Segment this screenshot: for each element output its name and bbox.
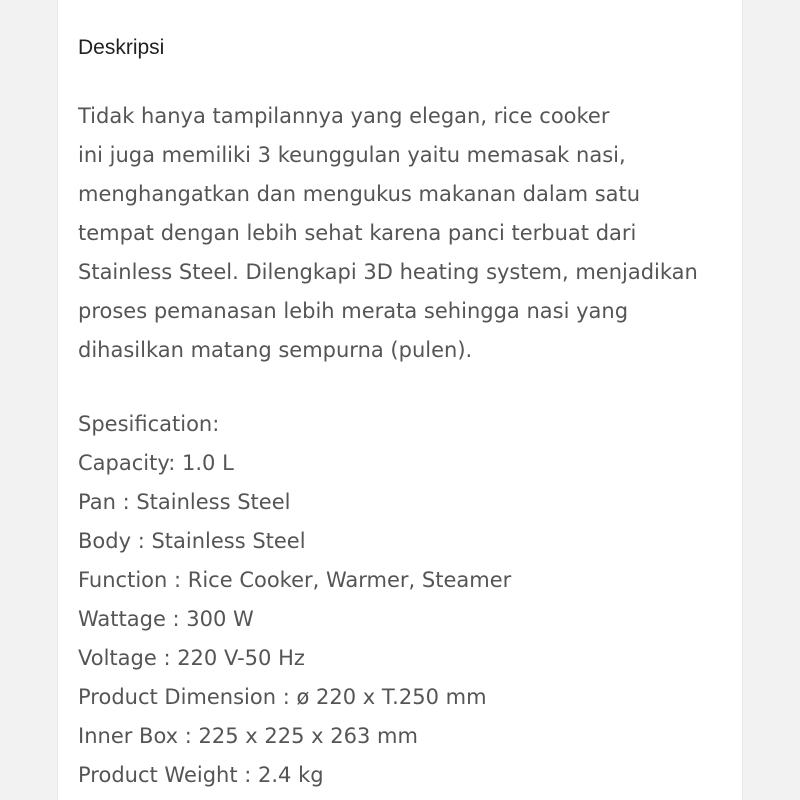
spec-function: Function : Rice Cooker, Warmer, Steamer [78, 568, 512, 592]
spec-voltage: Voltage : 220 V-50 Hz [78, 646, 305, 670]
spec-body: Body : Stainless Steel [78, 529, 306, 553]
spec-product-weight: Product Weight : 2.4 kg [78, 763, 324, 787]
specification-list [78, 405, 511, 795]
description-line: proses pemanasan lebih merata sehingga nasi yang [78, 299, 629, 323]
spec-inner-box: Inner Box : 225 x 225 x 263 mm [78, 724, 418, 748]
description-line: ini juga memiliki 3 keunggulan yaitu memasak nasi, [78, 143, 626, 167]
description-text [78, 97, 698, 370]
spec-product-dimension: Product Dimension : ø 220 x T.250 mm [78, 685, 487, 709]
spec-pan: Pan : Stainless Steel [78, 490, 291, 514]
description-line: Stainless Steel. Dilengkapi 3D heating system, menjadikan [78, 260, 698, 284]
section-title: Deskripsi [78, 36, 165, 59]
description-line: tempat dengan lebih sehat karena panci terbuat dari [78, 221, 637, 245]
description-line: Tidak hanya tampilannya yang elegan, rice cooker [78, 104, 610, 128]
description-line: menghangatkan dan mengukus makanan dalam satu [78, 182, 641, 206]
description-card [57, 0, 743, 800]
specification-heading: Spesification: [78, 412, 220, 436]
spec-capacity: Capacity: 1.0 L [78, 451, 234, 475]
spec-wattage: Wattage : 300 W [78, 607, 254, 631]
description-line: dihasilkan matang sempurna (pulen). [78, 338, 473, 362]
